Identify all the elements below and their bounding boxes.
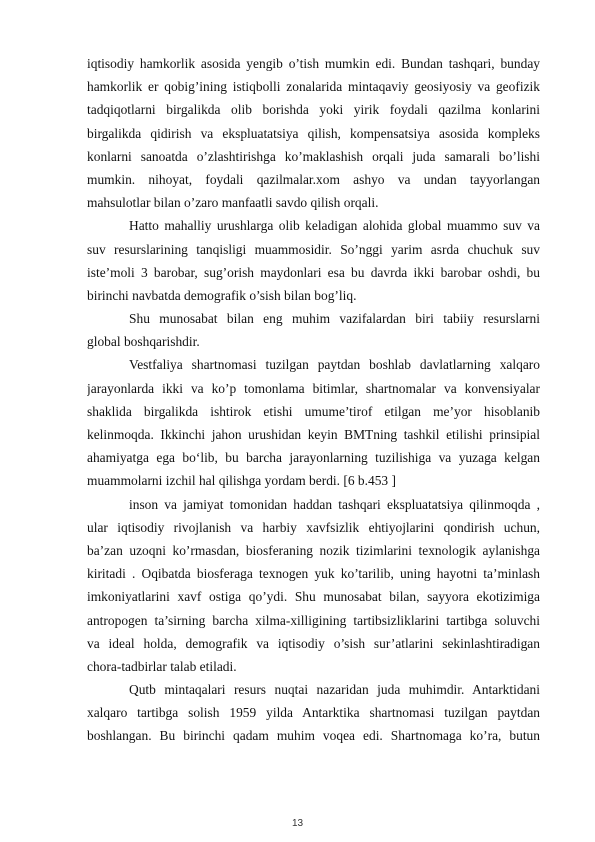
paragraph [87, 52, 540, 214]
text-line: hamkorlik er qobig’ining istiqbolli zonalarida mintaqaviy geosiyosiy va geofizik [87, 79, 540, 95]
text-line: iqtisodiy hamkorlik asosida yengib o’tish mumkin edi. Bundan tashqari, bunday [87, 56, 540, 71]
paragraph [87, 307, 540, 353]
text-line: iste’moli 3 barobar, sug’orish maydonlari esa bu davrda ikki barobar oshdi, bu [87, 264, 540, 280]
text-line: inson va jamiyat tomonidan haddan tashqari ekspluatatsiya qilinmoqda , [129, 496, 540, 512]
text-line: jarayonlarda ikki va ko’p tomonlama bitimlar, shartnomalar va konvensiyalar [87, 380, 540, 396]
paragraph [87, 493, 540, 679]
page-number: 13 [291, 818, 304, 829]
text-line: Vestfaliya shartnomasi tuzilgan paytdan boshlab davlatlarning xalqaro [129, 357, 540, 373]
text-line: kiritadi . Oqibatda biosferaga texnogen yuk ko’tarilib, uning hayotni ta’minlash [87, 566, 540, 582]
text-line: suv resurslarining tanqisligi muammosidir. So’nggi yarim asrda chuchuk suv [87, 241, 540, 257]
paragraph [87, 678, 540, 748]
text-line: ahamiyatga ega bo‘lib, bu barcha jarayonlarning tuzilishiga va yuzaga kelgan [87, 450, 540, 466]
text-line: birgalikda qidirish va ekspluatatsiya qilish, kompensatsiya asosida kompleks [87, 125, 540, 141]
text-line: global boshqarishdir. [87, 334, 200, 350]
text-line: mahsulotlar bilan o’zaro manfaatli savdo qilish orqali. [87, 195, 379, 211]
text-line: ba’zan uzoqni ko’rmasdan, biosferaning nozik tizimlarini texnologik aylanishga [87, 542, 540, 558]
text-line: muammolarni izchil hal qilishga yordam berdi. [6 b.453 ] [87, 473, 396, 489]
paragraph [87, 353, 540, 492]
text-line: shaklida birgalikda ishtirok etishi umume’tirof etilgan me’yor hisoblanib [87, 403, 540, 419]
text-line: Qutb mintaqalari resurs nuqtai nazaridan juda muhimdir. Antarktidani [129, 682, 540, 698]
text-line: birinchi navbatda demografik o’sish bilan bog’liq. [87, 287, 357, 303]
text-line: mumkin. nihoyat, foydali qazilmalar.xom ashyo va undan tayyorlangan [87, 171, 540, 187]
text-line: xalqaro tartibga solish 1959 yilda Antarktika shartnomasi tuzilgan paytdan [87, 705, 540, 721]
text-line: boshlangan. Bu birinchi qadam muhim voqea edi. Shartnomaga ko’ra, butun [87, 728, 540, 744]
text-line: Shu munosabat bilan eng muhim vazifalardan biri tabiiy resurslarni [129, 311, 540, 327]
text-line: ular iqtisodiy rivojlanish va harbiy xavfsizlik ehtiyojlarini qondirish uchun, [87, 519, 540, 535]
text-line: va ideal holda, demografik va iqtisodiy o’sish sur’atlarini sekinlashtiradigan [87, 635, 540, 651]
text-line: imkoniyatlarini xavf ostiga qo’ydi. Shu munosabat bilan, sayyora ekotizimiga [87, 589, 540, 605]
text-line: antropogen ta’sirning barcha xilma-xilligining tartibsizliklarini tartibga soluvchi [87, 612, 540, 628]
text-line: chora-tadbirlar talab etiladi. [87, 658, 237, 674]
text-line: Hatto mahalliy urushlarga olib keladigan alohida global muammo suv va [129, 218, 540, 234]
paragraph [87, 214, 540, 307]
text-line: kelinmoqda. Ikkinchi jahon urushidan keyin BMTning tashkil etilishi prinsipial [87, 427, 540, 442]
text-line: tadqiqotlarni birgalikda olib borishda yoki yirik foydali qazilma konlarini [87, 102, 540, 118]
text-line: konlarni sanoatda o’zlashtirishga ko’maklashish orqali juda samarali bo’lishi [87, 148, 540, 164]
document-body [87, 52, 540, 748]
